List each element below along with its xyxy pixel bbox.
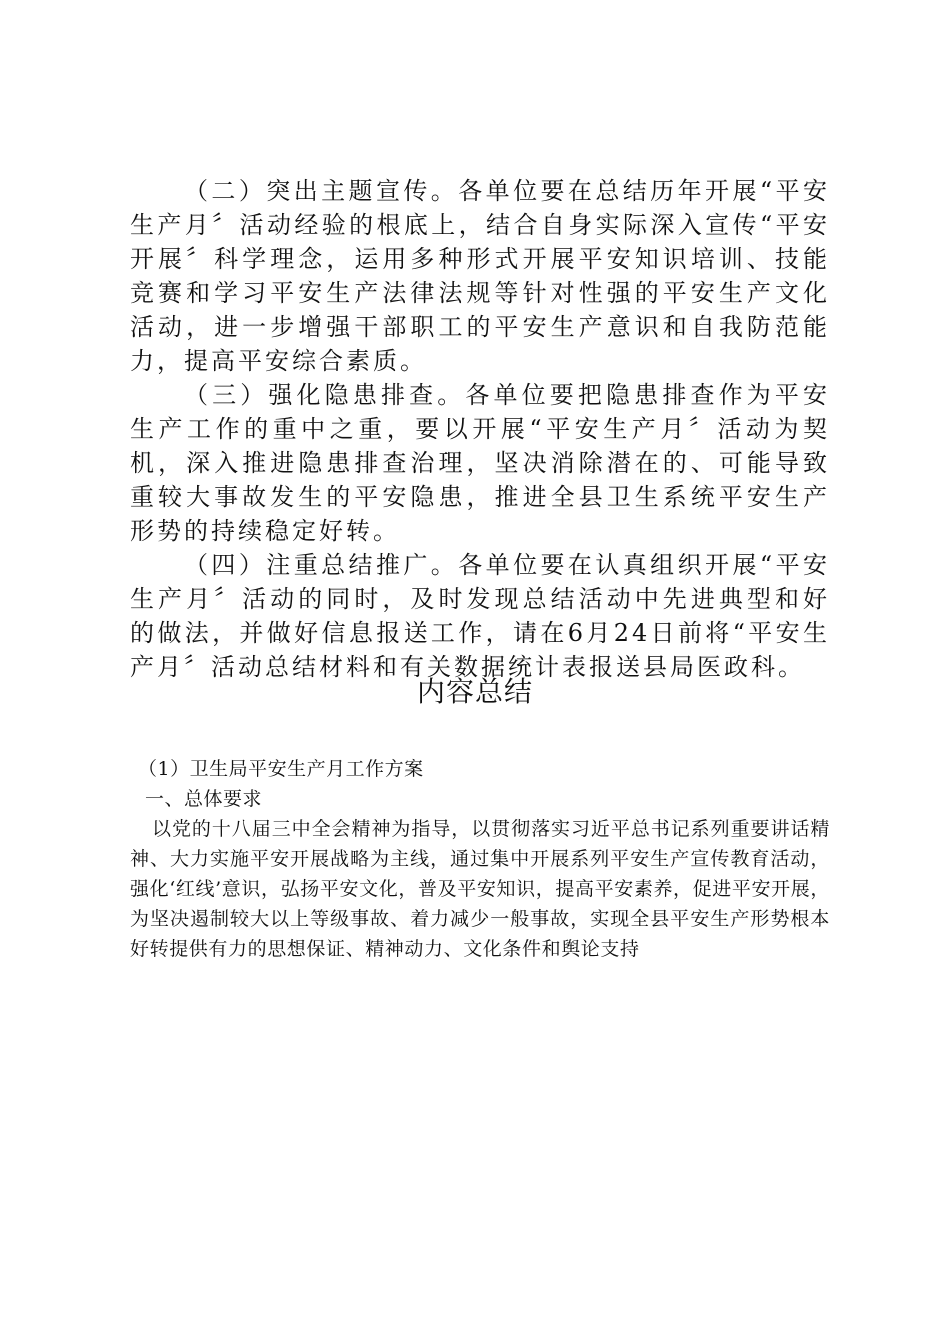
summary-paragraph: 以党的十八届三中全会精神为指导，以贯彻落实习近平总书记系列重要讲话精神、大力实施平安开展战略为主线，通过集中开展系列平安生产宣传教育活动，强化‘红线’意识，弘扬平安文化，普及平安知识，提高平安素养，促进平安开展，为坚决遏制较大以上等级事故、着力减少一般事故，实现全县平安生产形势根本好转提供有力的思想保证、精神动力、文化条件和舆论支持 [130,818,830,960]
summary-heading-requirements: 一、总体要求 [145,788,263,810]
body-paragraph-hazard-inspection: （三）强化隐患排查。各单位要把隐患排查作为平安生产工作的重中之重，要以开展“平安生产月〞活动为契机，深入推进隐患排查治理，坚决消除潜在的、可能导致重较大事故发生的平安隐患，推进全县卫生系统平安生产形势的持续稳定好转。 [130,381,830,545]
body-paragraph-summary-promotion: （四）注重总结推广。各单位要在认真组织开展“平安生产月〞活动的同时，及时发现总结活动中先进典型和好的做法，并做好信息报送工作，请在6月24日前将“平安生产月〞活动总结材料和有关数据统计表报送县局医政科。 [130,551,830,681]
summary-heading-plan: （1）卫生局平安生产月工作方案 [138,758,424,780]
summary-section [130,754,830,964]
body-section [130,174,830,684]
summary-title: 内容总结 [416,675,533,708]
body-paragraph-publicity: （二）突出主题宣传。各单位要在总结历年开展“平安生产月〞活动经验的根底上，结合自身实际深入宣传“平安开展〞科学理念，运用多种形式开展平安知识培训、技能竞赛和学习平安生产法律法规等针对性强的平安生产文化活动，进一步增强干部职工的平安生产意识和自我防范能力，提高平安综合素质。 [130,177,830,375]
